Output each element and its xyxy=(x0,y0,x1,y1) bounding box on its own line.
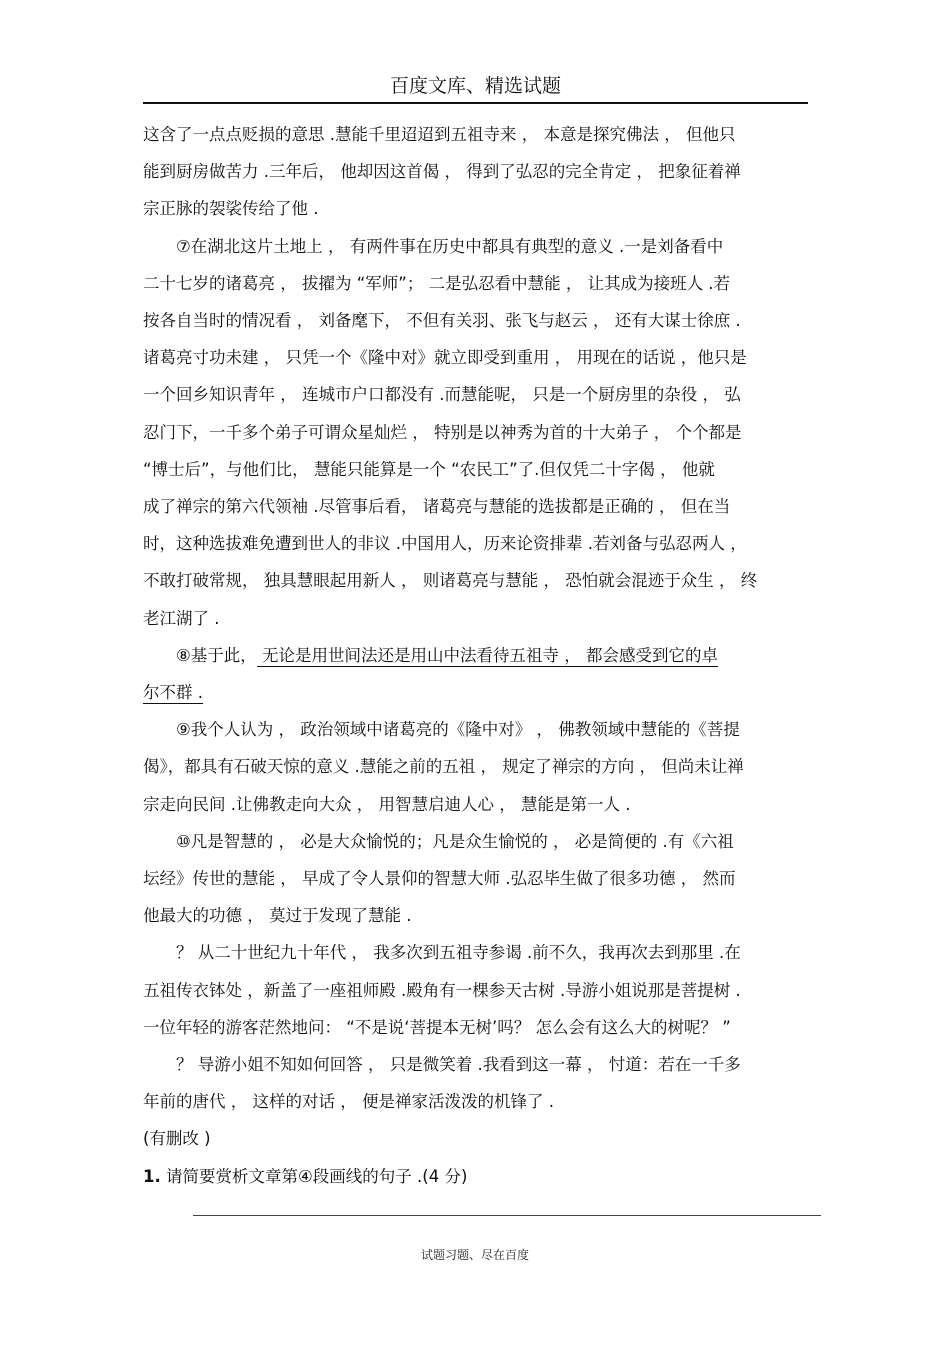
article-body xyxy=(143,116,808,1195)
footer-text: 试题习题、尽在百度 xyxy=(420,1248,529,1262)
question-text: 请简要赏析文章第④段画线的句子 .(4 分) xyxy=(160,1166,468,1186)
question-number: 1. xyxy=(143,1166,161,1186)
paragraph-9: ⑨我个人认为 ， 政治领域中诸葛亮的《隆中对》 ， 佛教领域中慧能的《菩提 偈》，都具有石破天惊的意义 .慧能之前的五祖 ， 规定了禅宗的方向 ， 但尚未让禅 宗走向民间 .让佛教走向大众 ， 用智慧启迪人心 ， 慧能是第一人 . xyxy=(143,720,744,814)
answer-line[interactable] xyxy=(193,1215,821,1216)
page-header xyxy=(143,72,808,104)
page-title: 百度文库、精选试题 xyxy=(389,75,561,97)
paragraph-10: ⑩凡是智慧的 ， 必是大众愉悦的；凡是众生愉悦的 ， 必是简便的 .有《六祖 坛经》传世的慧能 ， 早成了令人景仰的智慧大师 .弘忍毕生做了很多功德 ， 然而 他最大的功德 ， 莫过于发现了慧能 . xyxy=(143,831,736,926)
underlined-sentence: 无论是用世间法还是用山中法看待五祖寺 ， 都会感受到它的卓 xyxy=(256,645,719,665)
paragraph-7: ⑦在湖北这片土地上 ， 有两件事在历史中都具有典型的意义 .一是刘备看中 二十七岁的诸葛亮 ， 拔擢为 “军师”； 二是弘忍看中慧能 ， 让其成为接班人 .若 按各自当时的情况看 ， 刘备麾下， 不但有关羽、张飞与赵云 ， 还有大谋士徐庶 . 诸葛亮寸功未建 ， 只凭一个《隆中对》就立即受到重用 ， 用现在的话说 ，他只是 一个回乡知识青年 ， 连城市户口都没有 .而慧能呢， 只是一个厨房里的杂役 ， 弘 忍门下，一千多个弟子可谓众星灿烂 ， 特别是以神秀为首的十大弟子 ， 个个都是 “博士后”，与他们比， 慧能只能算是一个 “农民工”了.但仅凭二十字偈 ， 他就 成了禅宗的第六代领袖 .尽管事后看， 诸葛亮与慧能的选拔都是正确的 ， 但在当 时，这种选拔难免遭到世人的非议 .中国用人，历来论资排辈 .若刘备与弘忍两人 ， 不敢打破常规， 独具慧眼起用新人 ， 则诸葛亮与慧能 ， 恐怕就会混迹于众生 ， 终 老江湖了 . xyxy=(143,236,758,628)
paragraph-8 xyxy=(143,637,808,711)
paragraph-8-prefix: ⑧基于此， xyxy=(176,645,257,665)
paragraph-11: ？ 从二十世纪九十年代 ， 我多次到五祖寺参谒 .前不久，我再次去到那里 .在 五祖传衣钵处 ，新盖了一座祖师殿 .殿角有一棵参天古树 .导游小姐说那是菩提树 . 一位年轻的游客茫然地问： “不是说‘菩提本无树’吗？ 怎么会有这么大的树呢？ ” xyxy=(143,943,741,1037)
paragraph-continued: 这含了一点点贬损的意思 .慧能千里迢迢到五祖寺来 ， 本意是探究佛法 ， 但他只 能到厨房做苦力 .三年后， 他却因这首偈 ， 得到了弘忍的完全肯定 ， 把象征着禅 宗正脉的袈裟传给了他 . xyxy=(143,125,741,219)
page-footer xyxy=(0,1246,950,1263)
paragraph-12: ？ 导游小姐不知如何回答 ， 只是微笑着 .我看到这一幕 ， 忖道：若在一千多 年前的唐代 ， 这样的对话 ， 便是禅家活泼泼的机锋了 . xyxy=(143,1055,741,1112)
question-1 xyxy=(143,1158,808,1195)
edit-note: (有删改 ) xyxy=(143,1129,211,1149)
underlined-sentence-end: 尔不群 . xyxy=(143,683,203,703)
